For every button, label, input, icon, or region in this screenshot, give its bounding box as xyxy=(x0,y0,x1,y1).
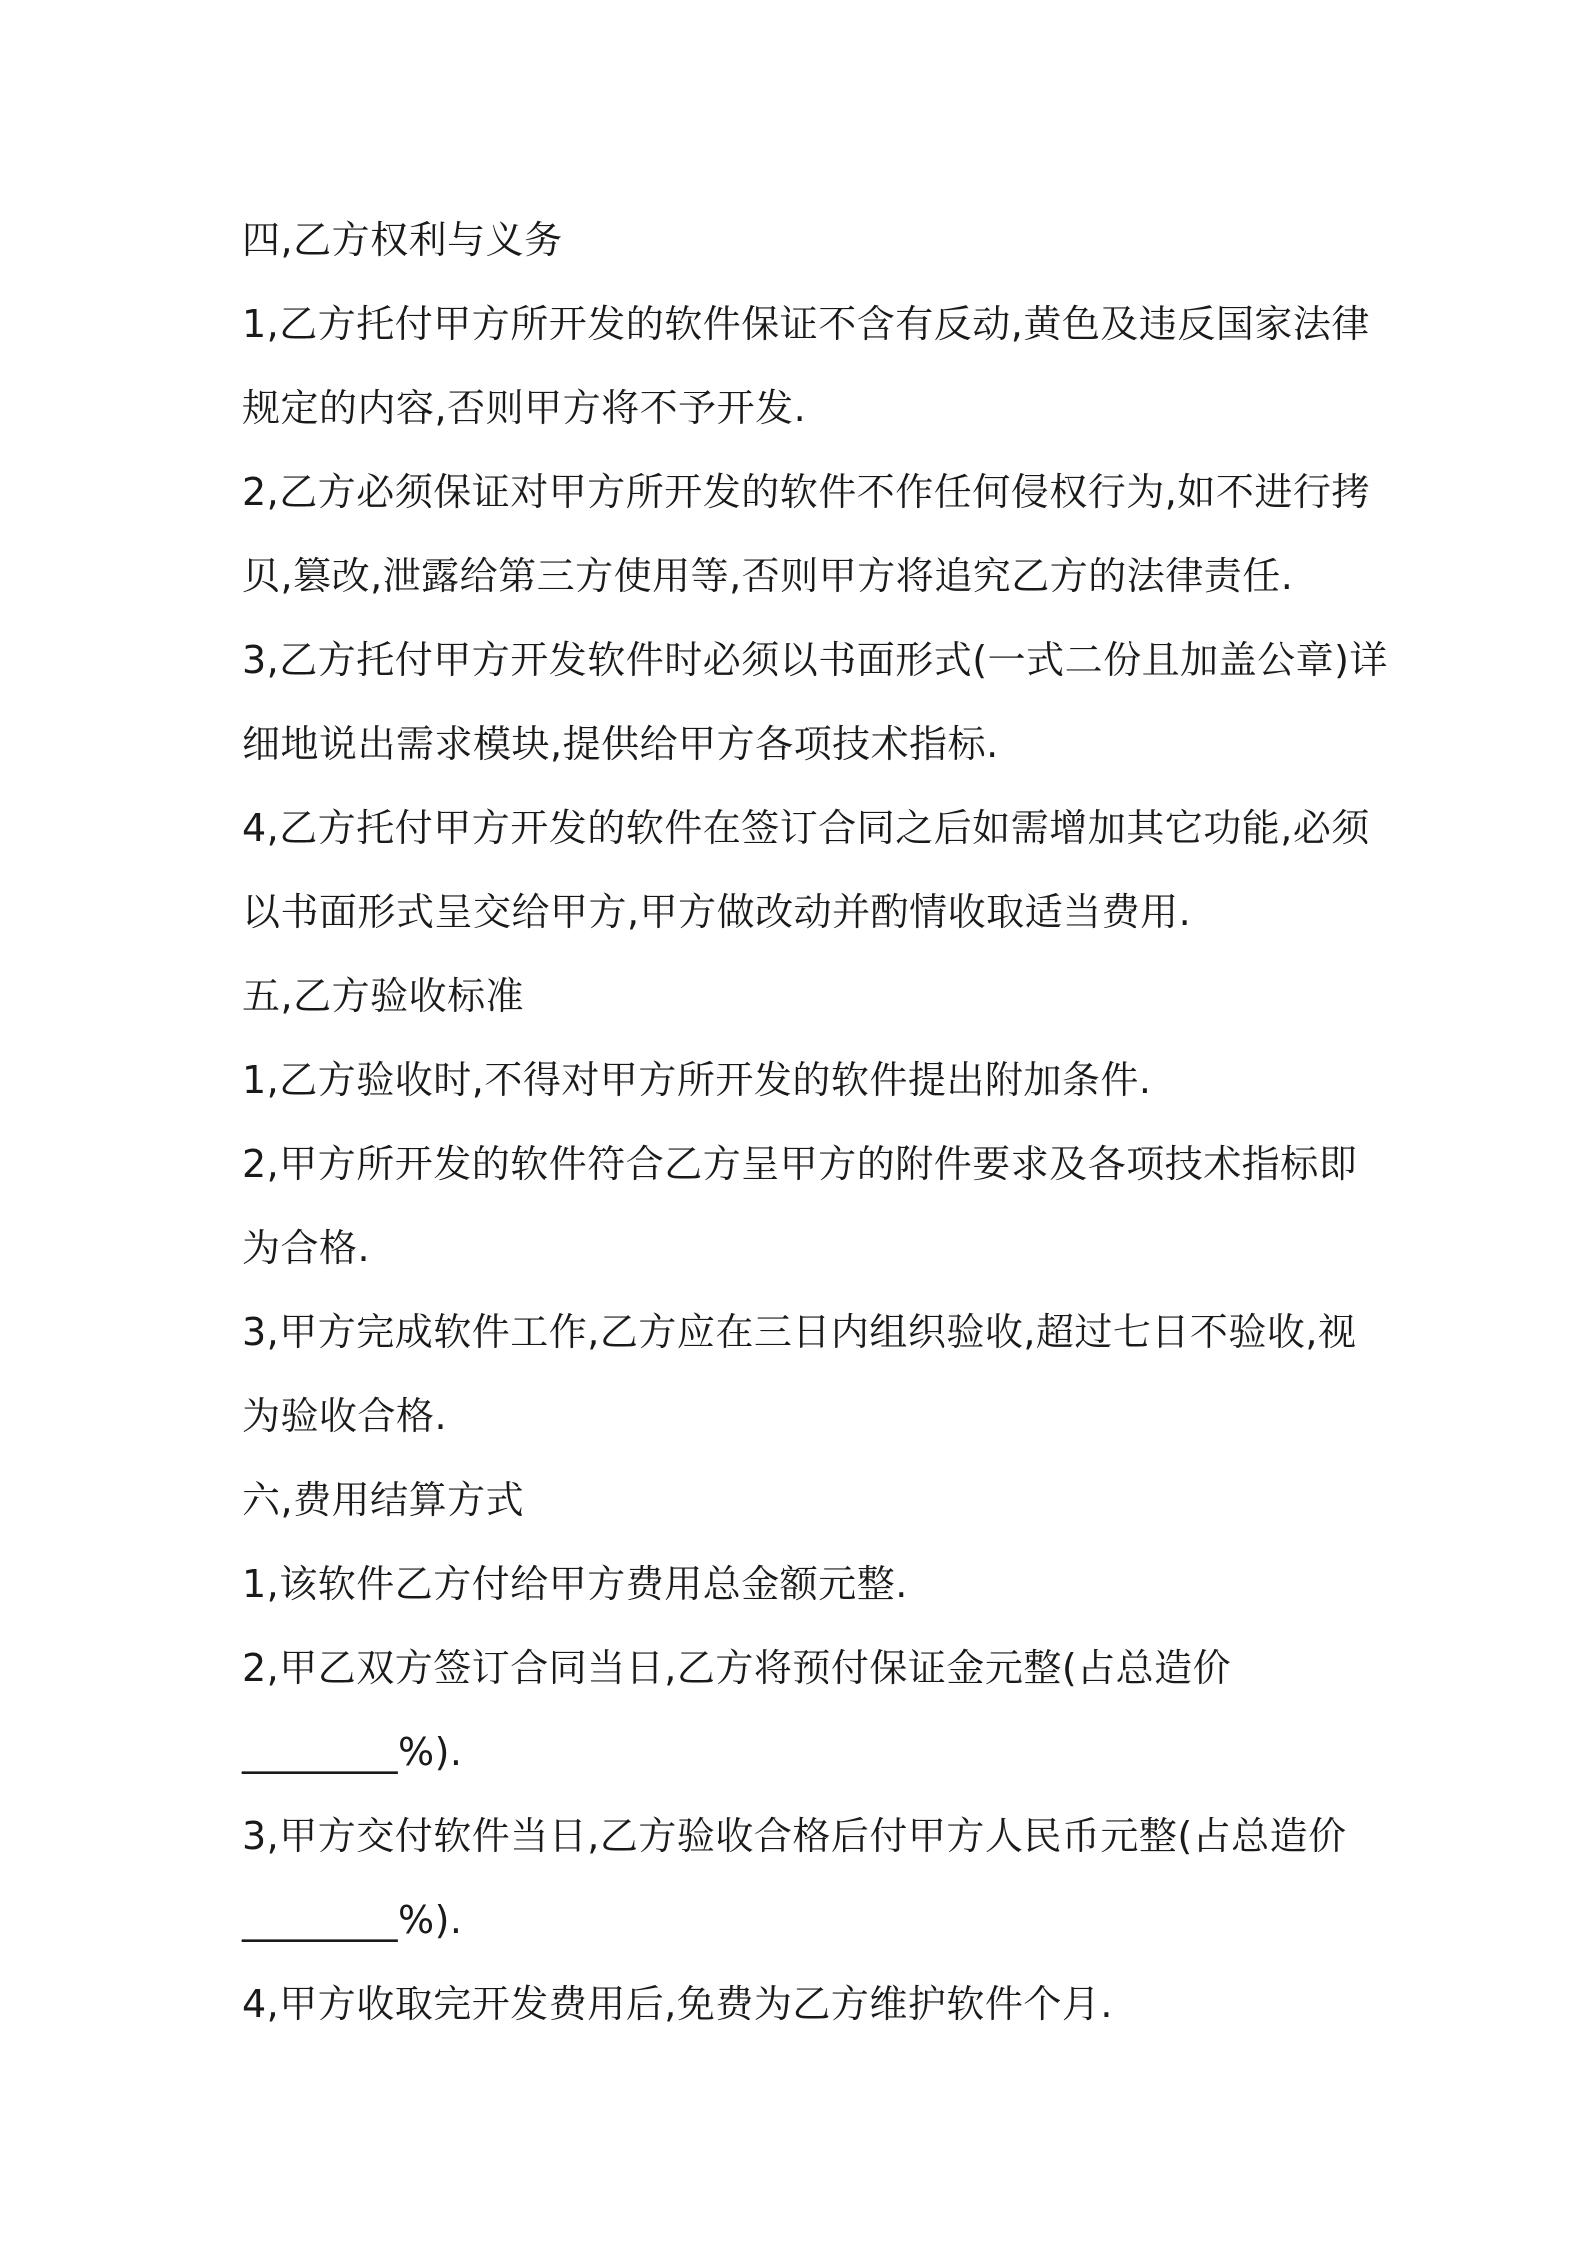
section-heading-payment: 六,费用结算方式 xyxy=(242,1478,525,1522)
contract-text xyxy=(242,198,1388,2046)
paragraph-line: 以书面形式呈交给甲方,甲方做改动并酌情收取适当费用. xyxy=(242,890,1192,934)
paragraph-line: 2,甲方所开发的软件符合乙方呈甲方的附件要求及各项技术指标即 xyxy=(242,1142,1358,1186)
paragraph-line: 4,乙方托付甲方开发的软件在签订合同之后如需增加其它功能,必须 xyxy=(242,806,1370,850)
paragraph-line: 2,乙方必须保证对甲方所开发的软件不作任何侵权行为,如不进行拷 xyxy=(242,470,1370,514)
paragraph-line: 为验收合格. xyxy=(242,1394,448,1438)
paragraph-line: 规定的内容,否则甲方将不予开发. xyxy=(242,386,807,430)
paragraph-line: 3,甲方完成软件工作,乙方应在三日内组织验收,超过七日不验收,视 xyxy=(242,1310,1357,1354)
paragraph-line: 2,甲乙双方签订合同当日,乙方将预付保证金元整(占总造价 xyxy=(242,1646,1232,1690)
paragraph-line: ________%). xyxy=(242,1730,463,1774)
paragraph-line: 贝,篡改,泄露给第三方使用等,否则甲方将追究乙方的法律责任. xyxy=(242,554,1294,598)
paragraph-line: 1,该软件乙方付给甲方费用总金额元整. xyxy=(242,1562,908,1606)
paragraph-line: 4,甲方收取完开发费用后,免费为乙方维护软件个月. xyxy=(242,1982,1113,2026)
paragraph-line: 为合格. xyxy=(242,1226,371,1270)
paragraph-line: ________%). xyxy=(242,1898,463,1942)
paragraph-line: 细地说出需求模块,提供给甲方各项技术指标. xyxy=(242,722,999,766)
paragraph-line: 1,乙方验收时,不得对甲方所开发的软件提出附加条件. xyxy=(242,1058,1152,1102)
paragraph-line: 3,乙方托付甲方开发软件时必须以书面形式(一式二份且加盖公章)详 xyxy=(242,638,1388,682)
paragraph-line: 1,乙方托付甲方所开发的软件保证不含有反动,黄色及违反国家法律 xyxy=(242,302,1370,346)
section-heading-acceptance: 五,乙方验收标准 xyxy=(242,974,525,1018)
section-heading-rights: 四,乙方权利与义务 xyxy=(242,218,563,262)
paragraph-line: 3,甲方交付软件当日,乙方验收合格后付甲方人民币元整(占总造价 xyxy=(242,1814,1347,1858)
